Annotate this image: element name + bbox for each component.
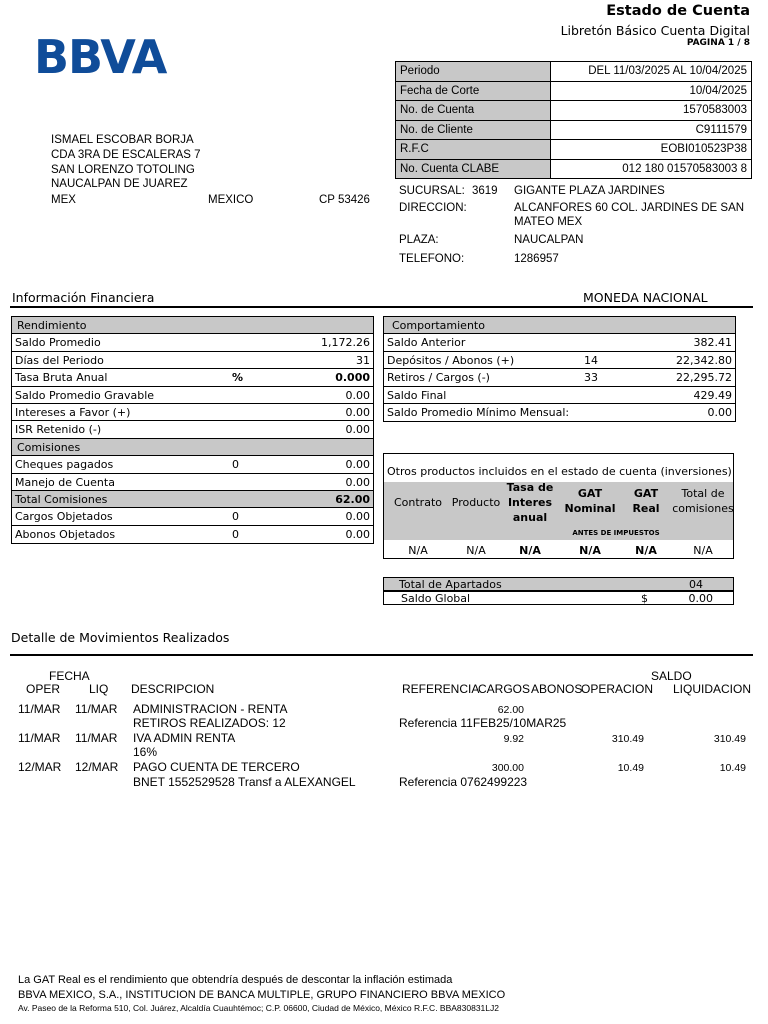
info-row-cliente: No. de Cliente C9111579 bbox=[396, 120, 752, 140]
comportamiento-header: Comportamiento bbox=[384, 317, 735, 334]
header-liq: LIQ bbox=[89, 682, 109, 696]
info-row-clabe: No. Cuenta CLABE 012 180 01570583003 8 bbox=[396, 159, 752, 179]
branch-number: 3619 bbox=[472, 185, 498, 197]
movement-description: PAGO CUENTA DE TERCERO bbox=[133, 760, 300, 774]
header-referencia: REFERENCIA bbox=[402, 682, 480, 696]
info-row-cuenta: No. de Cuenta 1570583003 bbox=[396, 101, 752, 121]
branch-address-2: MATEO MEX bbox=[514, 216, 583, 228]
table-row: Saldo Promedio 1,172.26 bbox=[12, 334, 373, 351]
movement-saldo-operacion: 310.49 bbox=[611, 733, 644, 745]
table-row: Saldo Promedio Gravable 0.00 bbox=[12, 387, 373, 404]
movement-saldo-operacion: 10.49 bbox=[617, 762, 644, 774]
col-gat-nominal: GAT Nominal bbox=[564, 487, 616, 515]
table-row: Cheques pagados 0 0.00 bbox=[12, 456, 373, 473]
header-operacion: OPERACION bbox=[581, 682, 654, 696]
movement-reference: Referencia 0762499223 bbox=[399, 775, 528, 789]
header-cargos: CARGOS bbox=[478, 682, 531, 696]
movement-cargo: 62.00 bbox=[497, 704, 524, 716]
comportamiento-table bbox=[383, 316, 736, 422]
row-tasa: N/A bbox=[519, 544, 541, 557]
statement-title: Estado de Cuenta bbox=[606, 3, 750, 19]
movement-cargo: 300.00 bbox=[491, 762, 524, 774]
movement-description: IVA ADMIN RENTA bbox=[133, 731, 236, 745]
movement-oper-date: 11/MAR bbox=[18, 731, 61, 745]
movement-reference: Referencia 11FEB25/10MAR25 bbox=[399, 716, 567, 730]
header-abonos: ABONOS bbox=[531, 682, 583, 696]
bank-address: Av. Paseo de la Reforma 510, Col. Juárez, Alcaldía Cuauhtémoc; C.P. 06600, Ciudad de México, México R.F.C. BBA830831LJ2 bbox=[18, 1003, 499, 1013]
movement-liq-date: 12/MAR bbox=[75, 760, 119, 774]
customer-state: MEX bbox=[51, 194, 76, 206]
saldo-global-row: Saldo Global $ 0.00 bbox=[383, 591, 734, 605]
branch-address-label: DIRECCION: bbox=[399, 202, 467, 214]
phone-label: TELEFONO: bbox=[399, 253, 465, 265]
table-row: Depósitos / Abonos (+) 14 22,342.80 bbox=[384, 352, 735, 369]
movement-description-detail: 16% bbox=[133, 745, 158, 759]
bbva-logo: BBVA bbox=[34, 30, 167, 84]
currency-heading: MONEDA NACIONAL bbox=[583, 290, 708, 305]
antes-impuestos-note: ANTES DE IMPUESTOS bbox=[572, 529, 660, 537]
customer-address-3: NAUCALPAN DE JUAREZ bbox=[51, 178, 188, 190]
header-saldo: SALDO bbox=[651, 669, 692, 683]
table-row: Manejo de Cuenta 0.00 bbox=[12, 474, 373, 491]
other-products-title: Otros productos incluidos en el estado de cuenta (inversiones) bbox=[387, 465, 732, 478]
header-fecha: FECHA bbox=[49, 669, 90, 683]
table-row: Tasa Bruta Anual % 0.000 bbox=[12, 369, 373, 386]
movements-divider bbox=[10, 654, 753, 656]
info-row-periodo: Periodo DEL 11/03/2025 AL 10/04/2025 bbox=[396, 62, 752, 82]
table-row: ISR Retenido (-) 0.00 bbox=[12, 421, 373, 438]
table-row: Abonos Objetados 0 0.00 bbox=[15, 527, 370, 541]
table-row: Saldo Promedio Mínimo Mensual: 0.00 bbox=[387, 405, 732, 419]
branch-label: SUCURSAL: bbox=[399, 185, 465, 197]
table-row: Cargos Objetados 0 0.00 bbox=[12, 508, 373, 525]
movement-cargo: 9.92 bbox=[503, 733, 524, 745]
plaza-value: NAUCALPAN bbox=[514, 234, 584, 246]
movement-oper-date: 11/MAR bbox=[18, 702, 61, 716]
gat-note: La GAT Real es el rendimiento que obtendría después de descontar la inflación estimada bbox=[18, 974, 453, 986]
col-producto: Producto bbox=[451, 496, 501, 509]
row-gat-nominal: N/A bbox=[579, 544, 601, 557]
section-divider bbox=[10, 306, 753, 308]
page-number: PAGINA 1 / 8 bbox=[686, 38, 750, 48]
account-info-table bbox=[395, 61, 752, 179]
customer-address-2: SAN LORENZO TOTOLING bbox=[51, 164, 195, 176]
movement-description: ADMINISTRACION - RENTA bbox=[133, 702, 288, 716]
customer-postal-code: CP 53426 bbox=[319, 194, 370, 206]
branch-name: GIGANTE PLAZA JARDINES bbox=[514, 185, 665, 197]
row-producto: N/A bbox=[466, 544, 486, 557]
header-oper: OPER bbox=[26, 682, 61, 696]
table-row: Días del Periodo 31 bbox=[12, 352, 373, 369]
account-type: Libretón Básico Cuenta Digital bbox=[560, 23, 750, 38]
table-row: Saldo Final 429.49 bbox=[384, 387, 735, 404]
info-row-fecha-corte: Fecha de Corte 10/04/2025 bbox=[396, 81, 752, 101]
bank-legal-name: BBVA MEXICO, S.A., INSTITUCION DE BANCA MULTIPLE, GRUPO FINANCIERO BBVA MEXICO bbox=[18, 989, 506, 1001]
customer-country: MEXICO bbox=[208, 194, 254, 206]
movement-oper-date: 12/MAR bbox=[18, 760, 62, 774]
rendimiento-table bbox=[11, 316, 374, 544]
branch-address-1: ALCANFORES 60 COL. JARDINES DE SAN bbox=[514, 202, 745, 214]
customer-address-1: CDA 3RA DE ESCALERAS 7 bbox=[51, 149, 201, 161]
movement-saldo-liquidacion: 10.49 bbox=[719, 762, 746, 774]
movement-description-detail: BNET 1552529528 Transf a ALEXANGEL bbox=[133, 775, 356, 789]
header-descripcion: DESCRIPCION bbox=[131, 682, 215, 696]
col-contrato: Contrato bbox=[393, 496, 442, 509]
comisiones-header: Comisiones bbox=[12, 439, 373, 456]
movement-liq-date: 11/MAR bbox=[75, 702, 118, 716]
apartados-row: Total de Apartados 04 bbox=[383, 577, 734, 591]
col-total-comisiones: Total de comisiones bbox=[672, 487, 734, 515]
col-gat-real: GAT Real bbox=[632, 487, 660, 515]
rendimiento-header: Rendimiento bbox=[12, 317, 373, 334]
row-contrato: N/A bbox=[408, 544, 428, 557]
row-total-comisiones: N/A bbox=[693, 544, 713, 557]
table-row: Retiros / Cargos (-) 33 22,295.72 bbox=[384, 369, 735, 386]
other-products-table bbox=[383, 453, 734, 559]
col-tasa: Tasa de Interes anual bbox=[506, 481, 554, 524]
customer-name: ISMAEL ESCOBAR BORJA bbox=[51, 134, 194, 146]
movement-saldo-liquidacion: 310.49 bbox=[713, 733, 746, 745]
row-gat-real: N/A bbox=[635, 544, 657, 557]
phone-value: 1286957 bbox=[514, 253, 559, 265]
header-liquidacion: LIQUIDACION bbox=[673, 682, 752, 696]
plaza-label: PLAZA: bbox=[399, 234, 439, 246]
movement-liq-date: 11/MAR bbox=[75, 731, 118, 745]
financial-info-heading: Información Financiera bbox=[12, 290, 155, 305]
total-comisiones-row: Total Comisiones 62.00 bbox=[12, 491, 373, 508]
info-row-rfc: R.F.C EOBI010523P38 bbox=[396, 140, 752, 160]
movements-heading: Detalle de Movimientos Realizados bbox=[11, 630, 230, 645]
table-row: Saldo Anterior 382.41 bbox=[384, 334, 735, 351]
movement-description-detail: RETIROS REALIZADOS: 12 bbox=[133, 716, 286, 730]
table-row: Intereses a Favor (+) 0.00 bbox=[12, 404, 373, 421]
